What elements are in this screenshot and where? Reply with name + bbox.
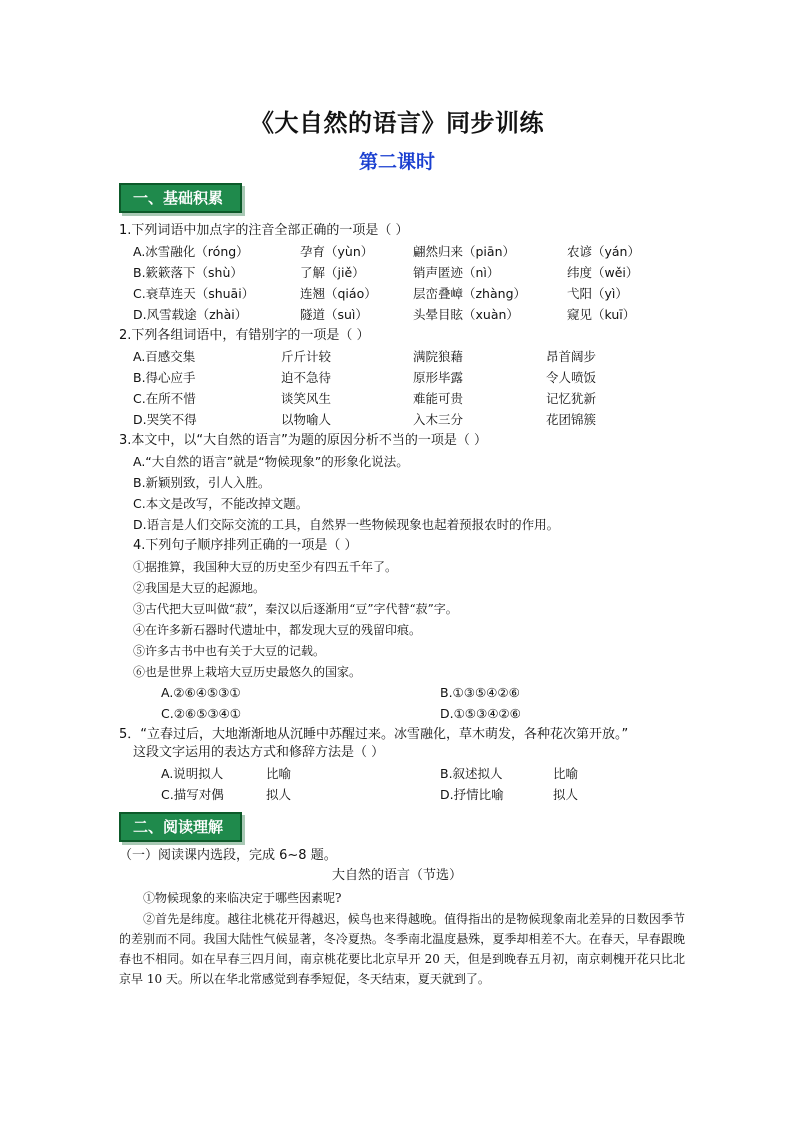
q1-option: 翩然归来（piān） xyxy=(413,244,515,259)
q5-option-c-extra: 拟人 xyxy=(266,787,292,802)
q2-option: 迫不急待 xyxy=(281,370,332,385)
q4-sentence: ①据推算，我国种大豆的历史至少有四五千年了。 xyxy=(133,560,398,574)
q1-option: 窥见（kuī） xyxy=(567,307,636,322)
question-3-stem: 3.本文中，以“大自然的语言”为题的原因分析不当的一项是（ ） xyxy=(119,433,488,448)
q1-option: 孕育（yùn） xyxy=(300,244,374,259)
question-4-stem: 4.下列句子顺序排列正确的一项是（ ） xyxy=(133,538,358,553)
q2-option: 满院狼藉 xyxy=(413,349,464,364)
q2-option: 以物喻人 xyxy=(281,412,332,427)
q1-option: 连翘（qiáo） xyxy=(300,286,377,301)
q1-option: 纬度（wěi） xyxy=(567,265,639,280)
page-subtitle: 第二课时 xyxy=(358,151,435,173)
q2-option: C.在所不惜 xyxy=(133,391,196,406)
section-badge-reading: 二、阅读理解 xyxy=(119,812,242,842)
q3-option-c: C.本文是改写，不能改掉文题。 xyxy=(133,496,309,511)
q3-option-d: D.语言是人们交际交流的工具，自然界一些物候现象也起着预报农时的作用。 xyxy=(133,517,560,532)
q2-option: 入木三分 xyxy=(413,412,464,427)
q4-sentence: ⑤许多古书中也有关于大豆的记载。 xyxy=(133,644,326,658)
q1-option: A.冰雪融化（róng） xyxy=(133,244,249,259)
q1-option: D.风雪载途（zhài） xyxy=(133,307,248,322)
q4-sentence: ②我国是大豆的起源地。 xyxy=(133,581,266,595)
q1-option: C.衰草连天（shuāi） xyxy=(133,286,255,301)
q3-option-b: B.新颖别致，引人入胜。 xyxy=(133,475,271,490)
q4-option-a: A.②⑥④⑤③① xyxy=(161,685,241,700)
passage-paragraph-2: ②首先是纬度。越往北桃花开得越迟，候鸟也来得越晚。值得指出的是物候现象南北差异的日数因季节的差别而不同。我国大陆性气候显著，冬冷夏热。冬季南北温度悬殊，夏季却相差不大。在春天，早春跟晚春也不相同。如在早春三四月间，南京桃花要比北京早开 20 天，但是到晚春五月初，南京刺槐开花只比北京早 10 天。所以在华北常感觉到春季短促，冬天结束，夏天就到了。 xyxy=(119,912,685,986)
q5-option-d-extra: 拟人 xyxy=(553,787,579,802)
question-2-stem: 2.下列各组词语中，有错别字的一项是（ ） xyxy=(119,328,370,343)
q2-option: 令人喷饭 xyxy=(546,370,597,385)
q5-option-b-extra: 比喻 xyxy=(553,766,579,781)
q2-option: 花团锦簇 xyxy=(546,412,597,427)
reading-intro: （一）阅读课内选段，完成 6~8 题。 xyxy=(119,848,337,863)
q1-option: 头晕目眩（xuàn） xyxy=(413,307,519,322)
question-5-stem-cont: 这段文字运用的表达方式和修辞方法是（ ） xyxy=(133,745,385,760)
q4-option-b: B.①③⑤④②⑥ xyxy=(440,685,520,700)
q2-option: 原形毕露 xyxy=(413,370,464,385)
q1-option: 销声匿迹（nì） xyxy=(413,265,500,280)
q5-option-d: D.抒情比喻 xyxy=(440,787,504,802)
q4-sentence: ⑥也是世界上栽培大豆历史最悠久的国家。 xyxy=(133,665,362,679)
q2-option: B.得心应手 xyxy=(133,370,196,385)
passage-title: 大自然的语言（节选） xyxy=(331,868,462,883)
question-1-stem: 1.下列词语中加点字的注音全部正确的一项是（ ） xyxy=(119,223,409,238)
q2-option: D.哭笑不得 xyxy=(133,412,197,427)
q1-option: 了解（jiě） xyxy=(300,265,365,280)
q1-option: B.簌簌落下（shù） xyxy=(133,265,243,280)
q2-option: 斤斤计较 xyxy=(281,349,332,364)
q5-option-a-extra: 比喻 xyxy=(266,766,292,781)
q1-option: 层峦叠嶂（zhàng） xyxy=(413,286,527,301)
section-badge-basics: 一、基础积累 xyxy=(119,183,242,213)
q2-option: 昂首阔步 xyxy=(546,349,597,364)
page-title: 《大自然的语言》同步训练 xyxy=(250,109,544,137)
passage-paragraph-1: ①物候现象的来临决定于哪些因素呢? xyxy=(143,891,342,905)
q3-option-a: A.“大自然的语言”就是“物候现象”的形象化说法。 xyxy=(133,454,409,469)
q4-sentence: ④在许多新石器时代遗址中，都发现大豆的残留印痕。 xyxy=(133,623,422,637)
q4-option-c: C.②⑥⑤③④① xyxy=(161,706,241,721)
q4-option-d: D.①⑤③④②⑥ xyxy=(440,706,521,721)
question-5-stem: 5．“立春过后，大地渐渐地从沉睡中苏醒过来。冰雪融化，草木萌发，各种花次第开放。” xyxy=(119,727,629,742)
q4-sentence: ③古代把大豆叫做“菽”，秦汉以后逐渐用“豆”字代替“菽”字。 xyxy=(133,602,458,616)
q1-option: 隧道（suì） xyxy=(300,307,368,322)
q1-option: 农谚（yán） xyxy=(567,244,640,259)
q2-option: 记忆犹新 xyxy=(546,391,597,406)
q5-option-c: C.描写对偶 xyxy=(161,787,224,802)
q2-option: A.百感交集 xyxy=(133,349,196,364)
q2-option: 难能可贵 xyxy=(413,391,464,406)
q5-option-b: B.叙述拟人 xyxy=(440,766,503,781)
q1-option: 弋阳（yì） xyxy=(567,286,628,301)
q5-option-a: A.说明拟人 xyxy=(161,766,224,781)
q2-option: 谈笑风生 xyxy=(281,391,332,406)
